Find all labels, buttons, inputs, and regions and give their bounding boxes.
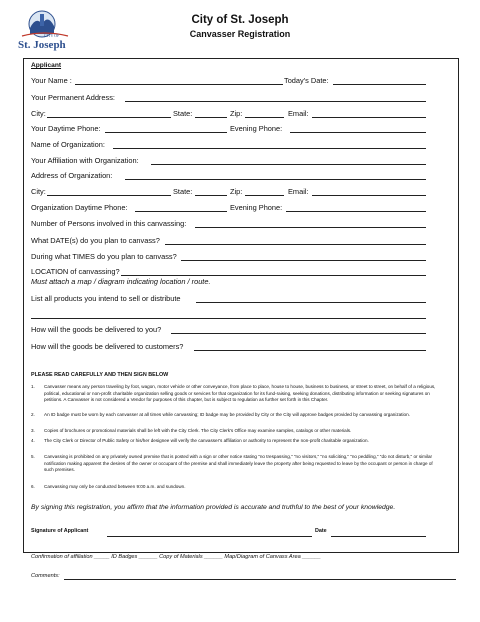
rule-item: [31, 454, 441, 476]
org-state-field[interactable]: [195, 195, 227, 196]
city-row: [31, 109, 452, 119]
state-label: State:: [173, 109, 193, 118]
delivered-customers-row: [31, 342, 452, 352]
signature-label: Signature of Applicant: [31, 528, 89, 534]
sig-date-label: Date: [315, 528, 327, 534]
comments-label: Comments:: [31, 573, 60, 579]
org-address-row: [31, 171, 452, 181]
num-persons-row: [31, 219, 452, 229]
sig-date-field[interactable]: [331, 536, 426, 537]
email-field[interactable]: [312, 117, 426, 118]
name-label: Your Name :: [31, 76, 72, 85]
org-address-field[interactable]: [125, 179, 426, 180]
location-row: [31, 267, 452, 277]
permanent-address-row: [31, 93, 452, 103]
rule-number: 3.: [31, 428, 35, 433]
rule-number: 4.: [31, 438, 35, 443]
city-field[interactable]: [47, 117, 171, 118]
rule-item: [31, 438, 441, 452]
org-evening-phone-label: Evening Phone:: [230, 203, 283, 212]
map-note: Must attach a map / diagram indicating location / route.: [31, 277, 211, 286]
rule-number: 5.: [31, 454, 35, 459]
org-daytime-phone-field[interactable]: [135, 211, 227, 212]
products-row: [31, 294, 452, 304]
times-field[interactable]: [181, 260, 426, 261]
org-zip-label: Zip:: [230, 187, 243, 196]
num-persons-field[interactable]: [195, 227, 426, 228]
daytime-phone-field[interactable]: [105, 132, 227, 133]
applicant-section-label: Applicant: [31, 62, 62, 69]
zip-field[interactable]: [245, 117, 284, 118]
date-label: Today's Date:: [284, 76, 329, 85]
rule-item: [31, 428, 441, 436]
org-state-label: State:: [173, 187, 193, 196]
org-email-field[interactable]: [312, 195, 426, 196]
org-city-field[interactable]: [47, 195, 171, 196]
rule-number: 1.: [31, 384, 35, 389]
delivered-you-field[interactable]: [171, 333, 426, 334]
permanent-address-label: Your Permanent Address:: [31, 93, 115, 102]
org-name-row: [31, 140, 452, 150]
location-field[interactable]: [121, 275, 426, 276]
products-field-line-2[interactable]: [31, 318, 426, 319]
daytime-phone-label: Your Daytime Phone:: [31, 124, 101, 133]
times-row: [31, 252, 452, 262]
rule-text: Canvassing is prohibited on any privately owned premise that is posted with a sign or other notice stating "no trespassing," "no visitors," "no soliciting," "no peddling," "do not disturb," or similar notification making apparent the desires of the owner or occupant of the premise and shall immediately leave the property after being requested to leave by the occupant or person in charge of such premises.: [44, 454, 433, 473]
city-label: City:: [31, 109, 46, 118]
rule-text: Canvasser means any person traveling by foot, wagon, motor vehicle or other conveyance, from place to place, house to house, business to business, or street to street, on behalf of a religious, political, educational or non-profit charitable organization selling goods or services for that organization for its fund-raising, seeking donations, distributing information or seeking signatures on petitions. A Canvasser is not considered a Vendor for purposes of this chapter, but is subject to regulation as further set forth in this Chapter.: [44, 384, 436, 403]
affiliation-label: Your Affiliation with Organization:: [31, 156, 139, 165]
affiliation-row: [31, 156, 452, 166]
office-checklist: Confirmation of affiliation _____ ID Badges ______ Copy of Materials ______ Map/Diagram of Canvass Area ______: [31, 554, 321, 560]
rule-number: 2.: [31, 412, 35, 417]
num-persons-label: Number of Persons involved in this canvassing:: [31, 219, 187, 228]
evening-phone-label: Evening Phone:: [230, 124, 283, 133]
dates-row: [31, 236, 452, 246]
zip-label: Zip:: [230, 109, 243, 118]
evening-phone-field[interactable]: [290, 132, 426, 133]
org-name-field[interactable]: [113, 148, 426, 149]
rule-number: 6.: [31, 484, 35, 489]
location-label: LOCATION of canvassing?: [31, 267, 120, 276]
org-evening-phone-field[interactable]: [286, 211, 426, 212]
permanent-address-field[interactable]: [125, 101, 426, 102]
name-row: [31, 76, 452, 86]
rule-item: [31, 384, 441, 414]
affiliation-field[interactable]: [151, 164, 426, 165]
rule-text: Copies of brochures or promotional materials shall be left with the City Clerk. The City Clerk's Office may examine samples, catalogs or other materials.: [44, 428, 352, 433]
signature-row: [31, 528, 452, 538]
date-field[interactable]: [333, 84, 426, 85]
org-address-label: Address of Organization:: [31, 171, 113, 180]
rule-text: The City Clerk or Director of Public Safety or his/her designee will verify the canvasser's affiliation or authority to represent the non-profit charitable organization.: [44, 438, 369, 443]
email-label: Email:: [288, 109, 309, 118]
rule-text: Canvassing may only be conducted between 9:00 a.m. and sundown.: [44, 484, 186, 489]
state-field[interactable]: [195, 117, 227, 118]
org-phone-row: [31, 203, 452, 213]
affirm-statement: By signing this registration, you affirm that the information provided is accurate and truthful to the best of your knowledge.: [31, 504, 396, 511]
org-daytime-phone-label: Organization Daytime Phone:: [31, 203, 128, 212]
rule-text: An ID badge must be worn by each canvasser at all times while canvassing; ID badge may be provided by City or the City will approve badges provided by canvassing organization.: [44, 412, 410, 417]
rule-item: [31, 484, 441, 492]
page-subtitle: Canvasser Registration: [189, 29, 291, 39]
comments-field[interactable]: [64, 579, 456, 580]
org-city-row: [31, 187, 452, 197]
name-field[interactable]: [75, 84, 283, 85]
signature-field[interactable]: [107, 536, 312, 537]
phone-row: [31, 124, 452, 134]
org-name-label: Name of Organization:: [31, 140, 105, 149]
logo-name-text: St. Joseph: [18, 39, 66, 51]
products-field[interactable]: [196, 302, 426, 303]
delivered-you-row: [31, 325, 452, 335]
page-title: City of St. Joseph: [191, 14, 289, 26]
dates-field[interactable]: [165, 244, 426, 245]
delivered-customers-field[interactable]: [194, 350, 426, 351]
times-label: During what TIMES do you plan to canvass?: [31, 252, 177, 261]
logo-top-text: CITY OF: [44, 33, 60, 38]
rule-item: [31, 412, 441, 426]
org-zip-field[interactable]: [245, 195, 284, 196]
delivered-you-label: How will the goods be delivered to you?: [31, 325, 162, 334]
dates-label: What DATE(s) do you plan to canvass?: [31, 236, 160, 245]
org-city-label: City:: [31, 187, 46, 196]
delivered-customers-label: How will the goods be delivered to customers?: [31, 342, 184, 351]
rules-heading: PLEASE READ CAREFULLY AND THEN SIGN BELOW: [31, 372, 169, 378]
products-label: List all products you intend to sell or distribute: [31, 294, 181, 303]
org-email-label: Email:: [288, 187, 309, 196]
